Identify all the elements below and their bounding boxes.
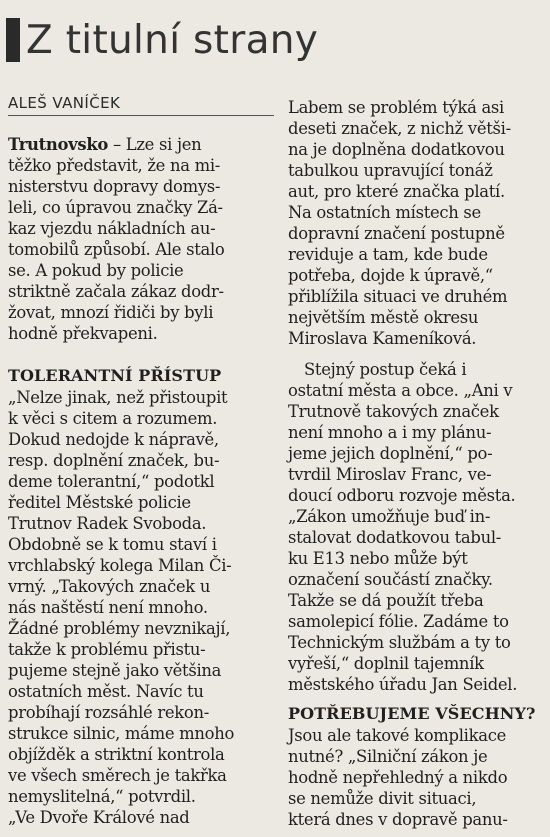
body-line: vrchlabský kolega Milan Či- <box>8 556 232 575</box>
body-line: tvrdil Miroslav Franc, ve- <box>288 465 492 484</box>
body-line: kaz vjezdu nákladních au- <box>8 219 216 238</box>
body-line: Dokud nedojde k nápravě, <box>8 430 219 449</box>
body-line: „Nelze jinak, než přistoupit <box>8 388 228 407</box>
body-line: těžko představit, že na mi- <box>8 156 221 175</box>
body-line: Na ostatních místech se <box>288 203 481 222</box>
body-line: ku E13 nebo může být <box>288 549 468 568</box>
body-line: deseti značek, z nichž větši- <box>288 119 511 138</box>
body-line: Labem se problém týká asi <box>288 98 504 117</box>
body-line: nisterstvu dopravy domys- <box>8 177 221 196</box>
body-line: resp. doplnění značek, bu- <box>8 451 220 470</box>
body-line: pujeme stejně jako většina <box>8 661 222 680</box>
body-line: objížděk a striktní kontrola <box>8 745 225 764</box>
body-line: ostatních měst. Navíc tu <box>8 682 204 701</box>
body-line: tomobilů způsobí. Ale stalo <box>8 240 225 259</box>
body-line: Trutnově takových značek <box>288 402 499 421</box>
body-line: leli, co úpravou značky Zá- <box>8 198 223 217</box>
body-line <box>8 134 201 155</box>
subheading: POTŘEBUJEME VŠECHNY? <box>288 704 536 723</box>
body-line: reviduje a tam, kde bude <box>288 245 488 264</box>
body-line: Takže se dá použít třeba <box>288 591 484 610</box>
section-title: Z titulní strany <box>26 17 319 63</box>
body-line: aut, pro které značka platí. <box>288 182 505 201</box>
body-text: – Lze si jen <box>108 135 202 154</box>
subheading: TOLERANTNÍ PŘÍSTUP <box>8 366 222 385</box>
body-line: dopravní značení postupně <box>288 224 505 243</box>
body-line: nutné? „Silniční zákon je <box>288 747 488 766</box>
body-line: „Zákon umožňuje buď in- <box>288 507 491 526</box>
body-line: deme tolerantní,“ podotkl <box>8 472 215 491</box>
body-line: žovat, mnozí řidiči by byli <box>8 303 214 322</box>
body-line: striktně začala zákaz dodr- <box>8 282 224 301</box>
body-line: přiblížila situaci ve druhém <box>288 287 508 306</box>
body-line: strukce silnic, máme mnoho <box>8 724 235 743</box>
body-line: ve všech směrech je takřka <box>8 766 227 785</box>
body-line: městského úřadu Jan Seidel. <box>288 675 518 694</box>
body-line: Obdobně se k tomu staví i <box>8 535 217 554</box>
body-line: samolepicí fólie. Zadáme to <box>288 612 509 631</box>
body-line: Jsou ale takové komplikace <box>288 726 506 745</box>
section-header <box>6 16 318 64</box>
body-line: která dnes v dopravě panu- <box>288 810 508 829</box>
body-line: k věci s citem a rozumem. <box>8 409 218 428</box>
section-marker-bar <box>6 18 20 62</box>
body-line: se nemůže divit situaci, <box>288 789 477 808</box>
body-line: vyřeší,“ doplnil tajemník <box>288 654 484 673</box>
dateline: Trutnovsko <box>8 135 109 154</box>
body-line: ostatní města a obce. „Ani v <box>288 381 513 400</box>
body-line: Žádné problémy nevznikají, <box>8 619 231 638</box>
body-line: probíhají rozsáhlé rekon- <box>8 703 209 722</box>
body-line: Technickým službám a ty to <box>288 633 511 652</box>
body-line: potřeba, dojde k úpravě,“ <box>288 266 493 285</box>
body-line: tabulkou upravující tonáž <box>288 161 493 180</box>
author-byline: ALEŠ VANÍČEK <box>8 94 274 116</box>
body-line: doucí odboru rozvoje města. <box>288 486 516 505</box>
body-line: hodně nepřehledný a nikdo <box>288 768 508 787</box>
body-line: Trutnov Radek Svoboda. <box>8 514 207 533</box>
body-line: nás naštěstí není mnoho. <box>8 598 208 617</box>
body-line: Stejný postup čeká i <box>304 360 467 379</box>
body-line: Miroslava Kameníková. <box>288 329 477 348</box>
body-line: vrný. „Takových značek u <box>8 577 211 596</box>
body-line: největším městě okresu <box>288 308 479 327</box>
body-line: označení součástí značky. <box>288 570 493 589</box>
body-line: na je doplněna dodatkovou <box>288 140 505 159</box>
body-line: jeme jejich doplnění,“ po- <box>288 444 493 463</box>
body-line: „Ve Dvoře Králové nad <box>8 808 190 827</box>
body-line: stalovat dodatkovou tabul- <box>288 528 502 547</box>
body-line: nemyslitelná,“ potvrdil. <box>8 787 196 806</box>
body-line: ředitel Městské policie <box>8 493 191 512</box>
body-line: se. A pokud by policie <box>8 261 184 280</box>
body-line: takže k problému přistu- <box>8 640 206 659</box>
body-line: není mnoho a i my plánu- <box>288 423 492 442</box>
body-line: hodně překvapeni. <box>8 324 158 343</box>
